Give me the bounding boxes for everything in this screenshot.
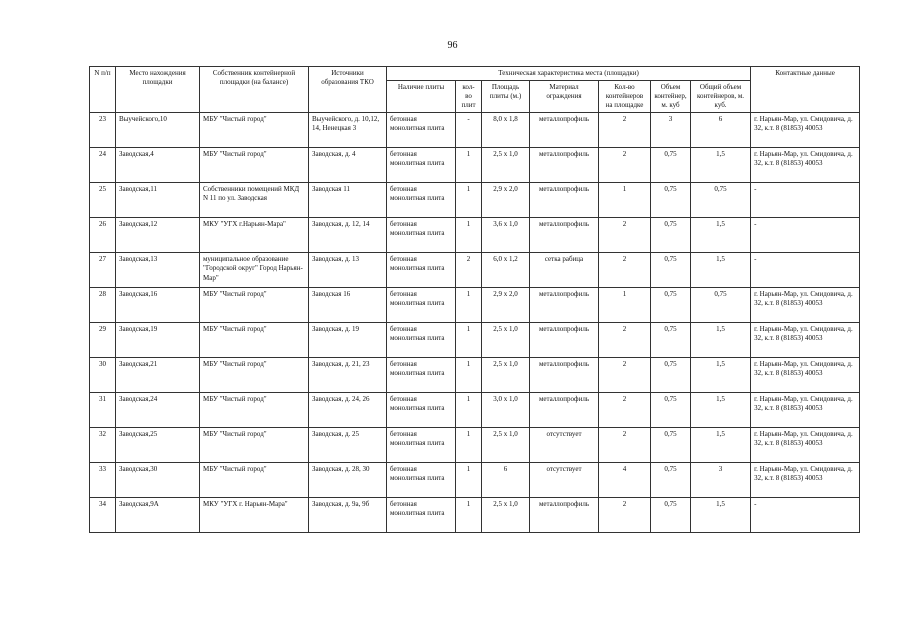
row-number: 28: [90, 288, 116, 323]
volume-cell: 0,75: [651, 218, 691, 253]
total-cell: 1,5: [691, 498, 751, 533]
total-cell: 1,5: [691, 428, 751, 463]
col-header-contact: Контактные данные: [751, 67, 860, 113]
slab-count-cell: 1: [456, 393, 482, 428]
area-cell: 3,0 х 1,0: [482, 393, 530, 428]
volume-cell: 0,75: [651, 428, 691, 463]
slab-count-cell: 1: [456, 498, 482, 533]
containers-cell: 2: [599, 113, 651, 148]
fence-cell: металлопрофиль: [530, 358, 599, 393]
row-number: 24: [90, 148, 116, 183]
containers-cell: 2: [599, 148, 651, 183]
row-number: 27: [90, 253, 116, 288]
header-row: [90, 67, 860, 81]
table-row: [90, 393, 860, 428]
owner-cell: МКУ "УГХ г.Нарьян-Мара": [200, 218, 309, 253]
volume-cell: 0,75: [651, 323, 691, 358]
source-cell: Выучейского, д. 10,12, 14, Ненецкая 3: [309, 113, 387, 148]
owner-cell: МБУ "Чистый город": [200, 428, 309, 463]
slab-cell: бетонная монолитная плита: [387, 148, 456, 183]
slab-cell: бетонная монолитная плита: [387, 358, 456, 393]
total-cell: 1,5: [691, 218, 751, 253]
contact-cell: -: [751, 498, 860, 533]
volume-cell: 0,75: [651, 288, 691, 323]
contact-cell: г. Нарьян-Мар, ул. Смидовича, д. 32, к.т. 8 (81853) 40053: [751, 393, 860, 428]
source-cell: Заводская, д. 4: [309, 148, 387, 183]
slab-cell: бетонная монолитная плита: [387, 288, 456, 323]
contact-cell: г. Нарьян-Мар, ул. Смидовича, д. 32, к.т. 8 (81853) 40053: [751, 148, 860, 183]
place-cell: Заводская,19: [116, 323, 200, 358]
source-cell: Заводская, д. 24, 26: [309, 393, 387, 428]
place-cell: Заводская,16: [116, 288, 200, 323]
contact-cell: г. Нарьян-Мар, ул. Смидовича, д. 32, к.т. 8 (81853) 40053: [751, 288, 860, 323]
owner-cell: МБУ "Чистый город": [200, 358, 309, 393]
col-header-owner: Собственник контейнерной площадки (на балансе): [200, 67, 309, 113]
fence-cell: металлопрофиль: [530, 498, 599, 533]
owner-cell: МБУ "Чистый город": [200, 323, 309, 358]
volume-cell: 0,75: [651, 498, 691, 533]
row-number: 33: [90, 463, 116, 498]
place-cell: Заводская,11: [116, 183, 200, 218]
contact-cell: г. Нарьян-Мар, ул. Смидовича, д. 32, к.т. 8 (81853) 40053: [751, 358, 860, 393]
owner-cell: Собственники помещений МКД N 11 по ул. Заводская: [200, 183, 309, 218]
slab-count-cell: 1: [456, 183, 482, 218]
col-header-total: Общий объем контейнеров, м. куб.: [691, 81, 751, 113]
col-header-slab-count: кол-во плит: [456, 81, 482, 113]
source-cell: Заводская 16: [309, 288, 387, 323]
total-cell: 3: [691, 463, 751, 498]
total-cell: 1,5: [691, 393, 751, 428]
waste-sites-table: [89, 66, 860, 533]
col-header-slab: Наличие плиты: [387, 81, 456, 113]
contact-cell: -: [751, 253, 860, 288]
row-number: 31: [90, 393, 116, 428]
row-number: 29: [90, 323, 116, 358]
fence-cell: металлопрофиль: [530, 323, 599, 358]
containers-cell: 2: [599, 323, 651, 358]
owner-cell: МБУ "Чистый город": [200, 393, 309, 428]
slab-cell: бетонная монолитная плита: [387, 183, 456, 218]
table-row: [90, 288, 860, 323]
place-cell: Заводская,13: [116, 253, 200, 288]
slab-count-cell: 1: [456, 463, 482, 498]
containers-cell: 2: [599, 253, 651, 288]
table-row: [90, 498, 860, 533]
table-row: [90, 428, 860, 463]
containers-cell: 2: [599, 498, 651, 533]
fence-cell: металлопрофиль: [530, 148, 599, 183]
fence-cell: металлопрофиль: [530, 183, 599, 218]
contact-cell: г. Нарьян-Мар, ул. Смидовича, д. 32, к.т. 8 (81853) 40053: [751, 113, 860, 148]
volume-cell: 0,75: [651, 463, 691, 498]
col-header-source: Источники образования ТКО: [309, 67, 387, 113]
slab-count-cell: 1: [456, 358, 482, 393]
col-header-fence: Материал ограждения: [530, 81, 599, 113]
slab-count-cell: 1: [456, 218, 482, 253]
fence-cell: металлопрофиль: [530, 218, 599, 253]
row-number: 34: [90, 498, 116, 533]
contact-cell: -: [751, 183, 860, 218]
fence-cell: металлопрофиль: [530, 288, 599, 323]
page-number: 96: [447, 40, 458, 51]
owner-cell: МБУ "Чистый город": [200, 463, 309, 498]
owner-cell: муниципальное образование "Городской округ" Город Нарьян-Мар": [200, 253, 309, 288]
col-header-containers: Кол-во контейнеров на площадке: [599, 81, 651, 113]
volume-cell: 0,75: [651, 358, 691, 393]
slab-count-cell: 2: [456, 253, 482, 288]
total-cell: 0,75: [691, 288, 751, 323]
area-cell: 2,5 х 1,0: [482, 498, 530, 533]
row-number: 26: [90, 218, 116, 253]
area-cell: 8,0 х 1,8: [482, 113, 530, 148]
col-header-area: Площадь плиты (м.): [482, 81, 530, 113]
table-row: [90, 113, 860, 148]
slab-cell: бетонная монолитная плита: [387, 323, 456, 358]
area-cell: 3,6 х 1,0: [482, 218, 530, 253]
fence-cell: металлопрофиль: [530, 113, 599, 148]
row-number: 32: [90, 428, 116, 463]
volume-cell: 0,75: [651, 148, 691, 183]
place-cell: Заводская,9А: [116, 498, 200, 533]
table-row: [90, 323, 860, 358]
place-cell: Заводская,30: [116, 463, 200, 498]
slab-cell: бетонная монолитная плита: [387, 113, 456, 148]
source-cell: Заводская 11: [309, 183, 387, 218]
table-row: [90, 183, 860, 218]
fence-cell: сетка рабица: [530, 253, 599, 288]
table-row: [90, 253, 860, 288]
source-cell: Заводская, д. 13: [309, 253, 387, 288]
place-cell: Выучейского,10: [116, 113, 200, 148]
area-cell: 2,9 х 2,0: [482, 183, 530, 218]
owner-cell: МБУ "Чистый город": [200, 148, 309, 183]
volume-cell: 0,75: [651, 183, 691, 218]
contact-cell: г. Нарьян-Мар, ул. Смидовича, д. 32, к.т. 8 (81853) 40053: [751, 463, 860, 498]
slab-cell: бетонная монолитная плита: [387, 463, 456, 498]
col-header-tech: Техническая характеристика места (площадки): [387, 67, 751, 81]
source-cell: Заводская, д. 19: [309, 323, 387, 358]
contact-cell: г. Нарьян-Мар, ул. Смидовича, д. 32, к.т. 8 (81853) 40053: [751, 428, 860, 463]
containers-cell: 1: [599, 288, 651, 323]
slab-count-cell: 1: [456, 288, 482, 323]
containers-cell: 2: [599, 393, 651, 428]
place-cell: Заводская,25: [116, 428, 200, 463]
volume-cell: 3: [651, 113, 691, 148]
fence-cell: отсутствует: [530, 463, 599, 498]
area-cell: 2,9 х 2,0: [482, 288, 530, 323]
place-cell: Заводская,12: [116, 218, 200, 253]
area-cell: 6: [482, 463, 530, 498]
col-header-volume: Объем контейнер, м. куб: [651, 81, 691, 113]
contact-cell: -: [751, 218, 860, 253]
table-row: [90, 148, 860, 183]
containers-cell: 1: [599, 183, 651, 218]
area-cell: 2,5 х 1,0: [482, 148, 530, 183]
slab-count-cell: 1: [456, 323, 482, 358]
containers-cell: 2: [599, 428, 651, 463]
source-cell: Заводская, д. 12, 14: [309, 218, 387, 253]
slab-cell: бетонная монолитная плита: [387, 498, 456, 533]
slab-cell: бетонная монолитная плита: [387, 253, 456, 288]
area-cell: 2,5 х 1,0: [482, 323, 530, 358]
total-cell: 1,5: [691, 253, 751, 288]
row-number: 25: [90, 183, 116, 218]
table-row: [90, 463, 860, 498]
containers-cell: 2: [599, 218, 651, 253]
slab-count-cell: 1: [456, 148, 482, 183]
place-cell: Заводская,4: [116, 148, 200, 183]
row-number: 30: [90, 358, 116, 393]
total-cell: 1,5: [691, 148, 751, 183]
col-header-place: Место нахождения площадки: [116, 67, 200, 113]
area-cell: 6,0 х 1,2: [482, 253, 530, 288]
row-number: 23: [90, 113, 116, 148]
owner-cell: МБУ "Чистый город": [200, 288, 309, 323]
total-cell: 0,75: [691, 183, 751, 218]
place-cell: Заводская,24: [116, 393, 200, 428]
total-cell: 1,5: [691, 358, 751, 393]
place-cell: Заводская,21: [116, 358, 200, 393]
slab-cell: бетонная монолитная плита: [387, 428, 456, 463]
table-row: [90, 358, 860, 393]
total-cell: 6: [691, 113, 751, 148]
area-cell: 2,5 х 1,0: [482, 428, 530, 463]
slab-cell: бетонная монолитная плита: [387, 218, 456, 253]
source-cell: Заводская, д. 25: [309, 428, 387, 463]
slab-cell: бетонная монолитная плита: [387, 393, 456, 428]
source-cell: Заводская, д. 28, 30: [309, 463, 387, 498]
total-cell: 1,5: [691, 323, 751, 358]
owner-cell: МБУ "Чистый город": [200, 113, 309, 148]
volume-cell: 0,75: [651, 253, 691, 288]
slab-count-cell: -: [456, 113, 482, 148]
col-header-num: N п/п: [90, 67, 116, 113]
containers-cell: 4: [599, 463, 651, 498]
area-cell: 2,5 х 1,0: [482, 358, 530, 393]
slab-count-cell: 1: [456, 428, 482, 463]
table-row: [90, 218, 860, 253]
contact-cell: г. Нарьян-Мар, ул. Смидовича, д. 32, к.т. 8 (81853) 40053: [751, 323, 860, 358]
containers-cell: 2: [599, 358, 651, 393]
fence-cell: отсутствует: [530, 428, 599, 463]
owner-cell: МКУ "УГХ г. Нарьян-Мара": [200, 498, 309, 533]
source-cell: Заводская, д. 21, 23: [309, 358, 387, 393]
fence-cell: металлопрофиль: [530, 393, 599, 428]
volume-cell: 0,75: [651, 393, 691, 428]
source-cell: Заводская, д. 9а, 9б: [309, 498, 387, 533]
